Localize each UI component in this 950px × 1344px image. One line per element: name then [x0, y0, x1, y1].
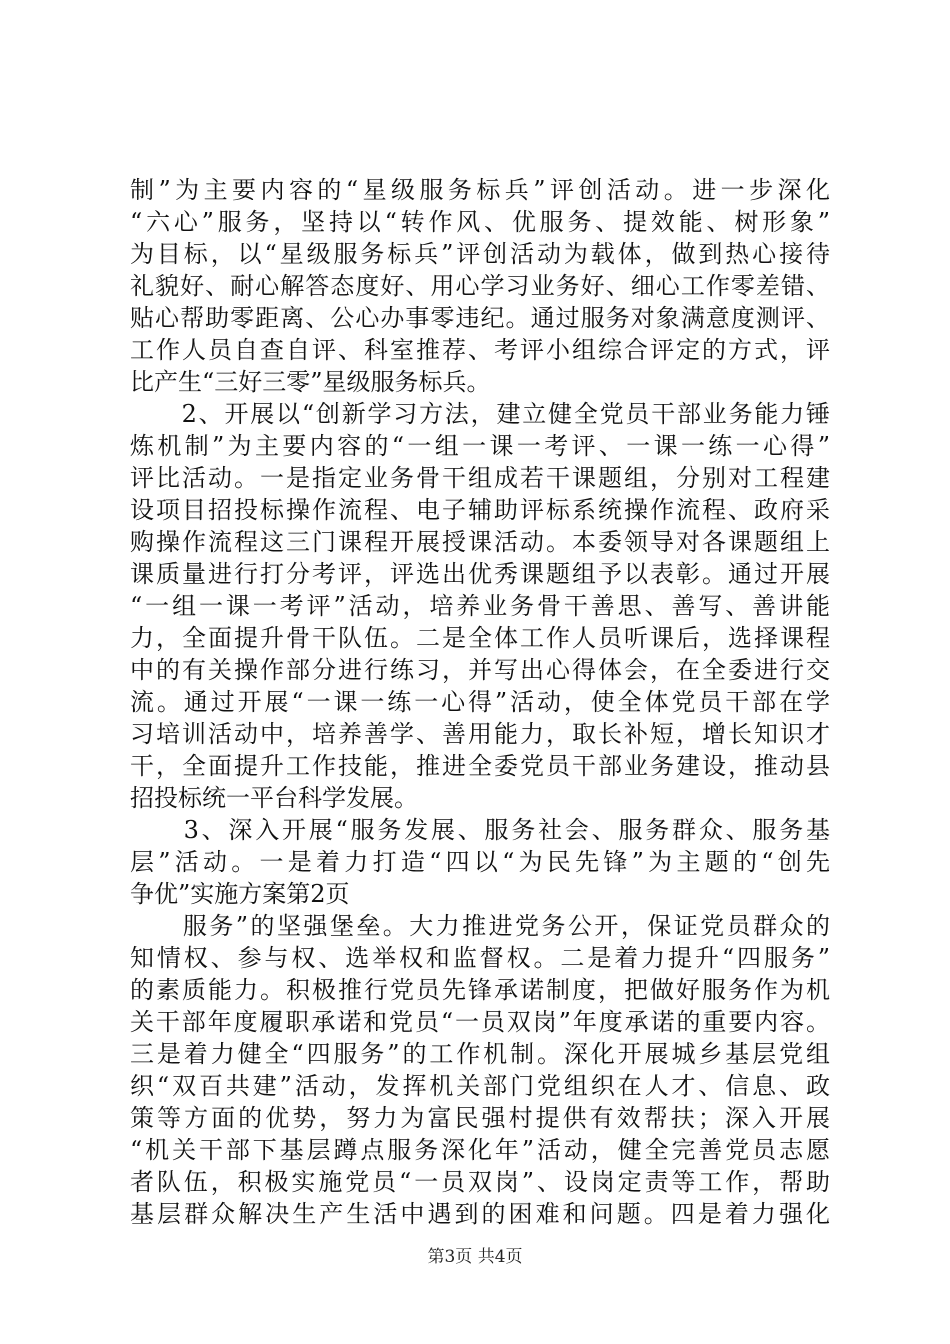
text-line: 招投标统一平台科学发展。	[130, 784, 418, 812]
text-line: 织“双百共建”活动，发挥机关部门党组织在人才、信息、政	[130, 1072, 830, 1100]
text-line: 争优”实施方案第2页	[130, 880, 350, 908]
text-line: 2、开展以“创新学习方法，建立健全党员干部业务能力锤	[130, 400, 830, 428]
text-line: 层”活动。一是着力打造“四以“为民先锋”为主题的“创先	[130, 848, 830, 876]
text-line: 关干部年度履职承诺和党员“一员双岗”年度承诺的重要内容。	[130, 1008, 830, 1036]
text-line: 的素质能力。积极推行党员先锋承诺制度，把做好服务作为机	[130, 976, 830, 1004]
text-line: 评比活动。一是指定业务骨干组成若干课题组，分别对工程建	[130, 464, 830, 492]
text-line: 习培训活动中，培养善学、善用能力，取长补短，增长知识才	[130, 720, 830, 748]
text-line: 3、深入开展“服务发展、服务社会、服务群众、服务基	[130, 816, 830, 844]
text-line: 策等方面的优势，努力为富民强村提供有效帮扶；深入开展	[130, 1104, 830, 1132]
text-line: 者队伍，积极实施党员“一员双岗”、设岗定责等工作，帮助	[130, 1168, 830, 1196]
text-line: “六心”服务，坚持以“转作风、优服务、提效能、树形象”	[130, 208, 830, 236]
text-line: 炼机制”为主要内容的“一组一课一考评、一课一练一心得”	[130, 432, 830, 460]
text-line: 贴心帮助零距离、公心办事零违纪。通过服务对象满意度测评、	[130, 304, 830, 332]
text-line: 中的有关操作部分进行练习，并写出心得体会，在全委进行交	[130, 656, 830, 684]
text-line: 设项目招投标操作流程、电子辅助评标系统操作流程、政府采	[130, 496, 830, 524]
text-line: 课质量进行打分考评，评选出优秀课题组予以表彰。通过开展	[130, 560, 830, 588]
text-line: 知情权、参与权、选举权和监督权。二是着力提升“四服务”	[130, 944, 830, 972]
text-line: 服务”的坚强堡垒。大力推进党务公开，保证党员群众的	[130, 912, 830, 940]
body-text	[130, 174, 830, 1230]
text-line: 三是着力健全“四服务”的工作机制。深化开展城乡基层党组	[130, 1040, 830, 1068]
text-line: 为目标，以“星级服务标兵”评创活动为载体，做到热心接待	[130, 240, 830, 268]
text-line: “一组一课一考评”活动，培养业务骨干善思、善写、善讲能	[130, 592, 830, 620]
text-line: 制”为主要内容的“星级服务标兵”评创活动。进一步深化	[130, 176, 830, 204]
text-line: 基层群众解决生产生活中遇到的困难和问题。四是着力强化	[130, 1200, 830, 1228]
text-line: 工作人员自查自评、科室推荐、考评小组综合评定的方式，评	[130, 336, 830, 364]
text-line: “机关干部下基层蹲点服务深化年”活动，健全完善党员志愿	[130, 1136, 830, 1164]
text-line: 力，全面提升骨干队伍。二是全体工作人员听课后，选择课程	[130, 624, 830, 652]
page-footer: 第3页 共4页	[427, 1247, 523, 1267]
text-line: 流。通过开展“一课一练一心得”活动，使全体党员干部在学	[130, 688, 830, 716]
text-line: 礼貌好、耐心解答态度好、用心学习业务好、细心工作零差错、	[130, 272, 830, 300]
text-line: 干，全面提升工作技能，推进全委党员干部业务建设，推动县	[130, 752, 830, 780]
text-line: 购操作流程这三门课程开展授课活动。本委领导对各课题组上	[130, 528, 830, 556]
text-line: 比产生“三好三零”星级服务标兵。	[130, 368, 491, 396]
